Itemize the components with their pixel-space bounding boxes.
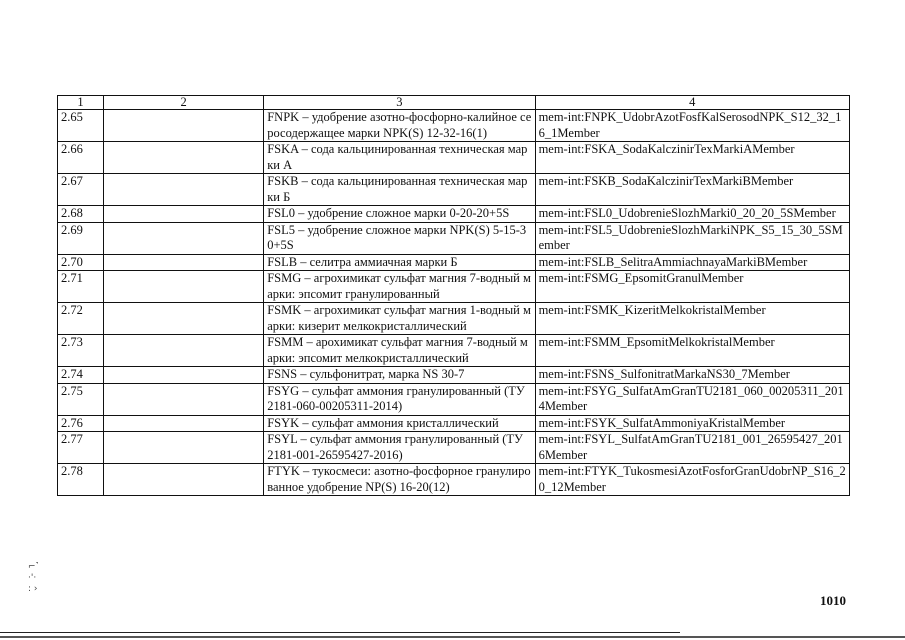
row-member-cell: mem-int:FSMM_EpsomitMelkokristalMember xyxy=(535,335,849,367)
row-description-cell: FSL0 – удобрение сложное марки 0-20-20+5S xyxy=(264,206,535,223)
row-number-cell: 2.75 xyxy=(58,383,104,415)
row-description-cell: FSMM – арохимикат сульфат магния 7-водный марки: эпсомит мелкокристаллический xyxy=(264,335,535,367)
row-code-cell xyxy=(104,142,264,174)
header-col-4: 4 xyxy=(535,96,849,110)
row-code-cell xyxy=(104,271,264,303)
table-row xyxy=(58,383,850,415)
row-code-cell xyxy=(104,110,264,142)
row-member-cell: mem-int:FNPK_UdobrAzotFosfKalSerosodNPK_S12_32_16_1Member xyxy=(535,110,849,142)
row-number-cell: 2.78 xyxy=(58,464,104,496)
row-number-cell: 2.66 xyxy=(58,142,104,174)
row-member-cell: mem-int:FSKA_SodaKalczinirTexMarkiAMember xyxy=(535,142,849,174)
row-member-cell: mem-int:FSYK_SulfatAmmoniyaKristalMember xyxy=(535,415,849,432)
row-code-cell xyxy=(104,432,264,464)
row-member-cell: mem-int:FSL5_UdobrenieSlozhMarkiNPK_S5_15_30_5SMember xyxy=(535,222,849,254)
row-code-cell xyxy=(104,464,264,496)
table-row xyxy=(58,432,850,464)
row-member-cell: mem-int:FSYL_SulfatAmGranTU2181_001_26595427_2016Member xyxy=(535,432,849,464)
row-number-cell: 2.76 xyxy=(58,415,104,432)
row-description-cell: FSKB – сода кальцинированная техническая марки Б xyxy=(264,174,535,206)
row-member-cell: mem-int:FSKB_SodaKalczinirTexMarkiBMember xyxy=(535,174,849,206)
row-description-cell: FSYG – сульфат аммония гранулированный (ТУ 2181-060-00205311-2014) xyxy=(264,383,535,415)
table-row xyxy=(58,174,850,206)
row-member-cell: mem-int:FSYG_SulfatAmGranTU2181_060_00205311_2014Member xyxy=(535,383,849,415)
row-number-cell: 2.73 xyxy=(58,335,104,367)
table-row xyxy=(58,254,850,271)
row-number-cell: 2.69 xyxy=(58,222,104,254)
row-number-cell: 2.65 xyxy=(58,110,104,142)
table-row xyxy=(58,222,850,254)
row-code-cell xyxy=(104,383,264,415)
row-description-cell: FSNS – сульфонитрат, марка NS 30-7 xyxy=(264,367,535,384)
table-row xyxy=(58,142,850,174)
data-table xyxy=(57,95,850,496)
row-number-cell: 2.71 xyxy=(58,271,104,303)
row-member-cell: mem-int:FSL0_UdobrenieSlozhMarki0_20_20_5SMember xyxy=(535,206,849,223)
row-code-cell xyxy=(104,206,264,223)
table-row xyxy=(58,303,850,335)
row-description-cell: FSKA – сода кальцинированная техническая марки А xyxy=(264,142,535,174)
row-description-cell: FSYK – сульфат аммония кристаллический xyxy=(264,415,535,432)
table-row xyxy=(58,415,850,432)
row-number-cell: 2.72 xyxy=(58,303,104,335)
row-member-cell: mem-int:FSLB_SelitraAmmiachnayaMarkiBMember xyxy=(535,254,849,271)
footer-rule-bottom xyxy=(0,636,905,638)
table-row xyxy=(58,367,850,384)
header-col-3: 3 xyxy=(264,96,535,110)
row-description-cell: FSMG – агрохимикат сульфат магния 7-водный марки: эпсомит гранулированный xyxy=(264,271,535,303)
table-row xyxy=(58,464,850,496)
row-member-cell: mem-int:FSMG_EpsomitGranulMember xyxy=(535,271,849,303)
margin-scan-mark: ⌐˺ ·'· : › xyxy=(28,562,39,594)
row-number-cell: 2.68 xyxy=(58,206,104,223)
row-member-cell: mem-int:FTYK_TukosmesiAzotFosforGranUdobrNP_S16_20_12Member xyxy=(535,464,849,496)
row-code-cell xyxy=(104,222,264,254)
table-row xyxy=(58,206,850,223)
page-number: 1010 xyxy=(820,593,846,608)
footer-rule xyxy=(0,632,680,633)
row-number-cell: 2.67 xyxy=(58,174,104,206)
row-member-cell: mem-int:FSNS_SulfonitratMarkaNS30_7Member xyxy=(535,367,849,384)
row-code-cell xyxy=(104,335,264,367)
row-member-cell: mem-int:FSMK_KizeritMelkokristalMember xyxy=(535,303,849,335)
row-code-cell xyxy=(104,254,264,271)
table-row xyxy=(58,335,850,367)
table-header-row xyxy=(58,96,850,110)
table-row xyxy=(58,271,850,303)
row-number-cell: 2.77 xyxy=(58,432,104,464)
table-body xyxy=(58,110,850,496)
row-code-cell xyxy=(104,174,264,206)
row-code-cell xyxy=(104,415,264,432)
row-description-cell: FSMK – агрохимикат сульфат магния 1-водный марки: кизерит мелкокристаллический xyxy=(264,303,535,335)
row-description-cell: FNPK – удобрение азотно-фосфорно-калийное серосодержащее марки NPK(S) 12-32-16(1) xyxy=(264,110,535,142)
row-number-cell: 2.74 xyxy=(58,367,104,384)
row-number-cell: 2.70 xyxy=(58,254,104,271)
header-col-2: 2 xyxy=(104,96,264,110)
row-description-cell: FTYK – тукосмеси: азотно-фосфорное гранулированное удобрение NP(S) 16-20(12) xyxy=(264,464,535,496)
row-code-cell xyxy=(104,303,264,335)
header-col-1: 1 xyxy=(58,96,104,110)
row-description-cell: FSL5 – удобрение сложное марки NPK(S) 5-15-30+5S xyxy=(264,222,535,254)
table-row xyxy=(58,110,850,142)
row-description-cell: FSYL – сульфат аммония гранулированный (ТУ 2181-001-26595427-2016) xyxy=(264,432,535,464)
row-code-cell xyxy=(104,367,264,384)
row-description-cell: FSLB – селитра аммиачная марки Б xyxy=(264,254,535,271)
